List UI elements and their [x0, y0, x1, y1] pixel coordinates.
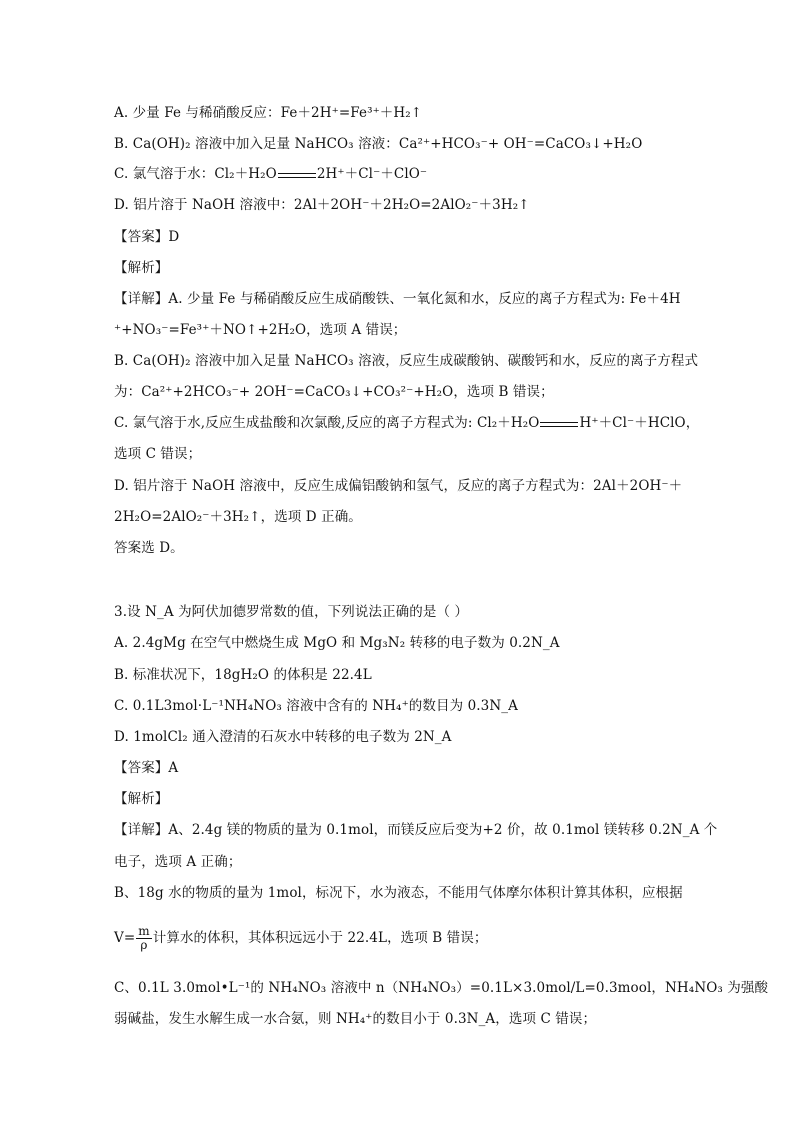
q2-detail-line-8: 2H₂O=2AlO₂⁻＋3H₂↑，选项 D 正确。 — [114, 509, 362, 525]
q3-detail-line-3: B、18g 水的物质的量为 1mol，标况下，水为液态，不能用气体摩尔体积计算其体积，应根据 — [114, 885, 683, 901]
fraction-numerator: m — [138, 924, 150, 938]
q2-option-c-left: C. 氯气溶于水：Cl₂＋H₂O — [114, 166, 277, 182]
equilibrium-arrow-icon — [540, 419, 578, 429]
q3-detail-line-5: C、0.1L 3.0mol•L⁻¹的 NH₄NO₃ 溶液中 n（NH₄NO₃）=0.1L×3.0mol/L=0.3mool，NH₄NO₃ 为强酸 — [114, 980, 769, 996]
q3-option-d: D. 1molCl₂ 通入澄清的石灰水中转移的电子数为 2N_A — [114, 729, 452, 745]
q2-detail-line-2: ⁺+NO₃⁻=Fe³⁺＋NO↑+2H₂O，选项 A 错误； — [114, 322, 407, 338]
q3-detail-line-1: 【详解】A、2.4g 镁的物质的量为 0.1mol，而镁反应后变为+2 价，故 0.1mol 镁转移 0.2N_A 个 — [114, 822, 718, 838]
q2-detail-line-5-left: C. 氯气溶于水,反应生成盐酸和次氯酸,反应的离子方程式为: Cl₂＋H₂O — [114, 415, 540, 431]
q2-option-d: D. 铝片溶于 NaOH 溶液中：2Al＋2OH⁻＋2H₂O=2AlO₂⁻＋3H₂↑ — [114, 197, 530, 213]
q2-detail-line-9: 答案选 D。 — [114, 540, 184, 556]
q3-answer: 【答案】A — [114, 760, 179, 776]
q3-detail-line-2: 电子，选项 A 正确； — [114, 854, 242, 870]
q3-detail-line-4-text: 计算水的体积，其体积远远小于 22.4L，选项 B 错误； — [152, 930, 488, 946]
q2-analysis-heading: 【解析】 — [114, 260, 169, 276]
q2-detail-line-4: 为：Ca²⁺+2HCO₃⁻+ 2OH⁻=CaCO₃↓+CO₃²⁻+H₂O，选项 B 错误； — [114, 384, 554, 400]
q3-detail-line-4 — [114, 925, 487, 952]
q3-option-b: B. 标准状况下，18gH₂O 的体积是 22.4L — [114, 667, 372, 683]
q2-option-c — [114, 165, 427, 183]
q2-detail-line-6: 选项 C 错误； — [114, 446, 202, 462]
q2-detail-line-3: B. Ca(OH)₂ 溶液中加入足量 NaHCO₃ 溶液，反应生成碳酸钠、碳酸钙和水，反应的离子方程式 — [114, 353, 699, 369]
q2-option-c-right: 2H⁺＋Cl⁻＋ClO⁻ — [316, 166, 428, 182]
equilibrium-arrow-icon — [278, 170, 316, 180]
q3-analysis-heading: 【解析】 — [114, 791, 169, 807]
q3-stem: 3.设 N_A 为阿伏加德罗常数的值，下列说法正确的是（ ） — [114, 604, 469, 620]
q2-detail-line-1: 【详解】A. 少量 Fe 与稀硝酸反应生成硝酸铁、一氧化氮和水，反应的离子方程式为: Fe＋4H — [114, 291, 681, 307]
q3-option-c: C. 0.1L3mol·L⁻¹NH₄NO₃ 溶液中含有的 NH₄⁺的数目为 0.3N_A — [114, 698, 518, 714]
q2-detail-line-5 — [114, 414, 699, 432]
q2-option-a: A. 少量 Fe 与稀硝酸反应：Fe＋2H⁺=Fe³⁺＋H₂↑ — [114, 105, 423, 121]
q2-detail-line-7: D. 铝片溶于 NaOH 溶液中，反应生成偏铝酸钠和氢气，反应的离子方程式为：2Al＋2OH⁻＋ — [114, 478, 683, 494]
q2-answer: 【答案】D — [114, 229, 180, 245]
q3-option-a: A. 2.4gMg 在空气中燃烧生成 MgO 和 Mg₃N₂ 转移的电子数为 0.2N_A — [114, 635, 560, 651]
q2-option-b: B. Ca(OH)₂ 溶液中加入足量 NaHCO₃ 溶液：Ca²⁺+HCO₃⁻+ OH⁻=CaCO₃↓+H₂O — [114, 136, 643, 152]
q2-detail-line-5-right: H⁺＋Cl⁻＋HClO， — [579, 415, 700, 431]
q3-detail-line-6: 弱碱盐，发生水解生成一水合氨，则 NH₄⁺的数目小于 0.3N_A，选项 C 错误； — [114, 1011, 597, 1027]
fraction-denominator: ρ — [140, 938, 148, 952]
fraction-m-over-rho — [136, 925, 151, 952]
q3-formula-v: V= — [114, 930, 136, 946]
